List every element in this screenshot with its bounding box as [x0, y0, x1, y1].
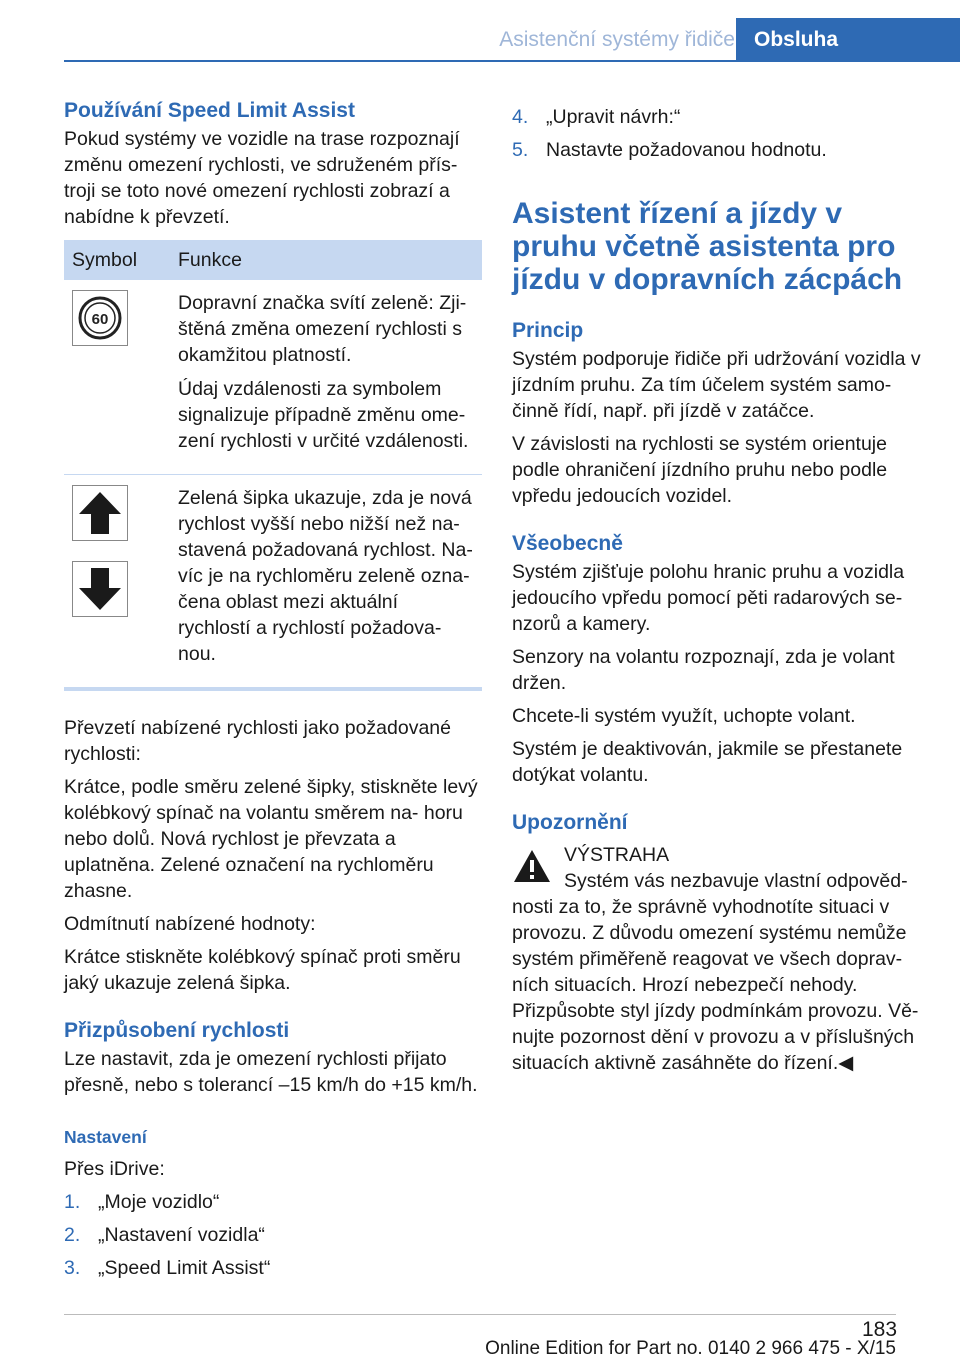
speed-adaptation-paragraph: Lze nastavit, zda je omezení rychlosti přijato přesně, nebo s tolerancí –15 km/h do +15 km/h. — [64, 1048, 478, 1096]
list-item — [512, 137, 932, 163]
step-text: „Moje vozidlo“ — [98, 1191, 220, 1213]
warning-block — [512, 842, 932, 1076]
settings-heading: Nastavení — [64, 1127, 147, 1147]
list-item — [512, 104, 932, 130]
general-paragraph: Senzory na volantu rozpoznají, zda je volant držen. — [512, 646, 895, 694]
function-cell — [170, 475, 482, 690]
list-item — [64, 1189, 482, 1215]
speed-limit-value: 60 — [91, 311, 109, 328]
table-row — [64, 280, 482, 475]
step-number: 3. — [64, 1257, 81, 1279]
step-text: Nastavte požadovanou hodnotu. — [546, 139, 827, 161]
section-title: Asistenční systémy řidiče — [499, 28, 735, 51]
accept-paragraph: Krátce, podle směru zelené šipky, stiskněte levý kolébkový spínač na volantu směrem na‐ horu nebo dolů. Nová rychlost je převzata a uplatněna. Zelené označení na rychloměru zhasne. — [64, 776, 478, 902]
intro-paragraph: Pokud systémy ve vozidle na trase rozpoznají změnu omezení rychlosti, ve sdruženém přís‐ troji se toto nové omezení rychlosti zobrazí a nabídne k převzetí. — [64, 128, 460, 228]
warning-triangle-icon — [512, 848, 552, 891]
function-cell — [170, 280, 482, 475]
symbol-cell — [64, 280, 170, 475]
step-text: „Speed Limit Assist“ — [98, 1257, 271, 1279]
reject-heading: Odmítnutí nabízené hodnoty: — [64, 913, 316, 935]
arrow-up-icon — [72, 485, 128, 541]
general-heading: Všeobecně — [512, 532, 623, 555]
general-paragraph: Systém zjišťuje polohu hranic pruhu a vozidla jedoucího vpředu pomocí pěti radarových se‐ nzorů a kamery. — [512, 561, 905, 635]
step-text: „Upravit návrh:“ — [546, 106, 681, 128]
speed-limit-assist-heading: Používání Speed Limit Assist — [64, 99, 355, 122]
table-row — [64, 475, 482, 690]
warning-text: nosti za to, že správně vyhodnotíte situaci v provozu. Z důvodu omezení systému nemůže systém přiměřeně reagovat ve všech doprav‐ ních situacích. Hrozí nebezpečí nehody. Přizpůsobte styl jízdy podmínkám provozu. Vě‐ nujte pozornost dění v provozu a v příslušných situacích aktivně zasáhněte do řízení.◀ — [512, 896, 919, 1074]
notes-heading: Upozornění — [512, 811, 628, 834]
page-number: 183 — [862, 1318, 898, 1341]
function-text: Zelená šipka ukazuje, zda je nová rychlost vyšší nebo nižší než na‐ stavená požadovaná rychlost. Na‐ víc je na rychloměru zeleně ozna‐ čena oblast mezi aktuální rychlostí a rychlostí požadova‐ nou. — [178, 487, 473, 665]
settings-steps — [64, 1189, 482, 1281]
speed-adaptation-heading: Přizpůsobení rychlosti — [64, 1019, 290, 1042]
step-number: 1. — [64, 1191, 81, 1213]
principle-paragraph: V závislosti na rychlosti se systém orientuje podle ohraničení jízdního pruhu nebo podle vpředu jedoucích vozidel. — [512, 433, 888, 507]
principle-paragraph: Systém podporuje řidiče při udržování vozidla v jízdním pruhu. Za tím účelem systém samo‐ činně řídí, např. při jízdě v zatáčce. — [512, 348, 921, 422]
step-number: 4. — [512, 106, 529, 128]
page-header — [0, 0, 960, 62]
right-column — [512, 98, 932, 1076]
header-rule — [64, 60, 736, 62]
function-text: Dopravní značka svítí zeleně: Zji‐ štěná změna omezení rychlosti s okamžitou platností. — [178, 292, 467, 366]
footer-rule — [64, 1314, 896, 1315]
warning-first-line: Systém vás nezbavuje vlastní odpověd‐ — [564, 870, 908, 892]
accept-heading: Převzetí nabízené rychlosti jako požadované rychlosti: — [64, 717, 451, 765]
arrow-down-icon — [72, 561, 128, 617]
step-number: 5. — [512, 139, 529, 161]
principle-heading: Princip — [512, 319, 584, 342]
edition-note: Online Edition for Part no. 0140 2 966 475 - X/15 — [485, 1338, 896, 1359]
step-number: 2. — [64, 1224, 81, 1246]
step-text: „Nastavení vozidla“ — [98, 1224, 265, 1246]
reject-paragraph: Krátce stiskněte kolébkový spínač proti směru jaký ukazuje zelená šipka. — [64, 946, 461, 994]
symbol-cell — [64, 475, 170, 690]
lane-assistant-title: Asistent řízení a jízdy v pruhu včetně asistenta pro jízdu v dopravních zácpách — [512, 197, 903, 296]
left-column — [64, 98, 482, 1288]
warning-label: VÝSTRAHA — [564, 844, 670, 866]
general-paragraph: Chcete-li systém využít, uchopte volant. — [512, 705, 856, 727]
col-symbol-header: Symbol — [64, 240, 170, 280]
speed-limit-60-icon — [72, 290, 128, 346]
list-item — [64, 1255, 482, 1281]
general-paragraph: Systém je deaktivován, jakmile se přestanete dotýkat volantu. — [512, 738, 903, 786]
symbol-table — [64, 240, 482, 691]
settings-steps-continued — [512, 104, 932, 163]
function-text: Údaj vzdálenosti za symbolem signalizuje případně změnu ome‐ zení rychlosti v určité vzdálenosti. — [178, 378, 469, 452]
list-item — [64, 1222, 482, 1248]
col-function-header: Funkce — [170, 240, 482, 280]
settings-via: Přes iDrive: — [64, 1158, 165, 1180]
chapter-tab[interactable]: Obsluha — [736, 18, 960, 62]
